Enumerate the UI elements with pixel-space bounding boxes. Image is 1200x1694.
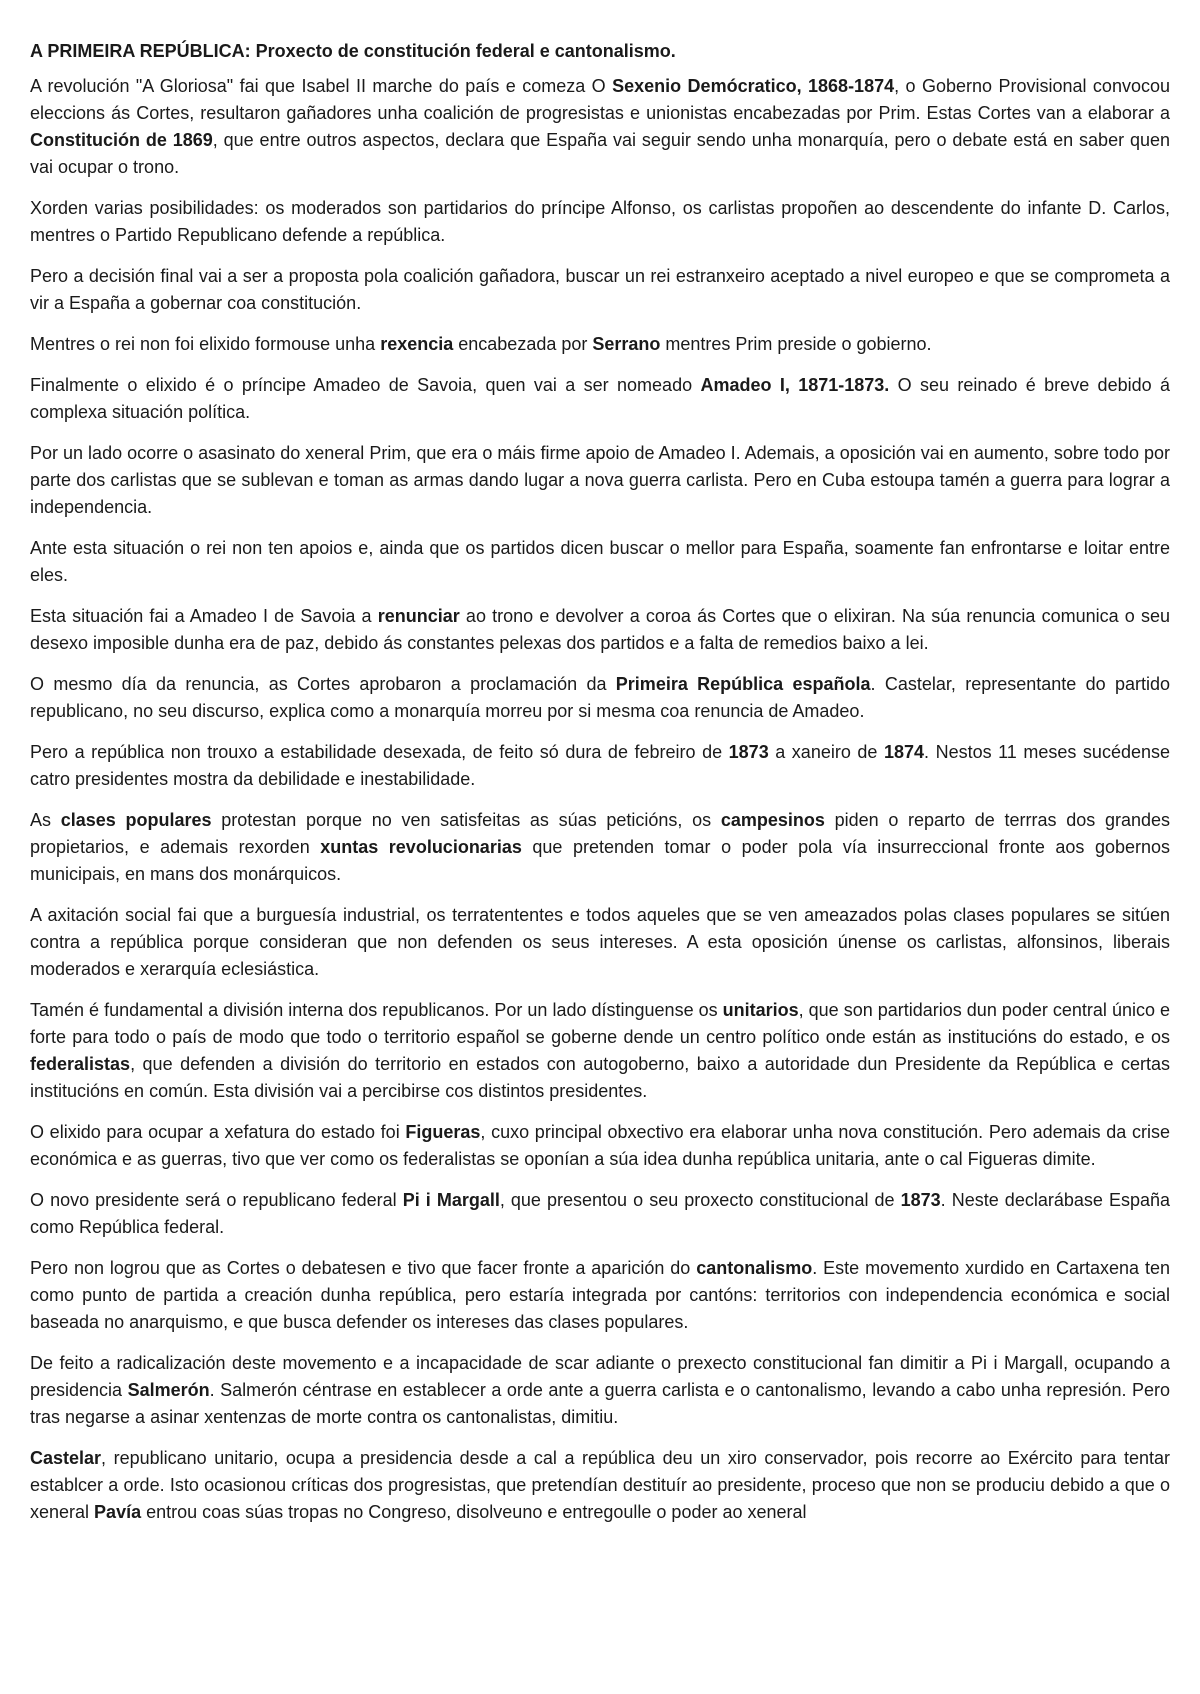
paragraph	[30, 1119, 1170, 1173]
text-run: protestan porque no ven satisfeitas as súas peticións, os	[211, 810, 721, 830]
text-run: . Neste declarábase España como República federal.	[30, 1190, 1170, 1237]
paragraph	[30, 440, 1170, 521]
text-run: entrou coas súas tropas no Congreso, disolveuno e entregoulle o poder ao xeneral	[141, 1502, 807, 1522]
text-run: . Castelar, representante do partido republicano, no seu discurso, explica como a monarquía morreu por si mesma coa renuncia de Amadeo.	[30, 674, 1170, 721]
text-run: A axitación social fai que a burguesía industrial, os terratententes e todos aqueles que se ven ameazados polas clases populares se sitúen contra a república porque consideran que non defenden os seus intereses. A esta oposición únense os carlistas, alfonsinos, liberais moderados e xerarquía eclesiástica.	[30, 905, 1170, 979]
text-run: ao trono e devolver a coroa ás Cortes que o elixiran. Na súa renuncia comunica o seu desexo imposible dunha era de paz, debido ás constantes pelexas dos partidos e a falta de remedios baixo a lei.	[30, 606, 1171, 653]
text-run: Mentres o rei non foi elixido formouse unha	[30, 334, 381, 354]
bold-text: Primeira República española	[615, 674, 871, 694]
document-page	[30, 38, 1170, 1540]
bold-text: Amadeo I, 1871-1873.	[700, 375, 890, 395]
bold-text: rexencia	[380, 334, 454, 354]
text-run: . Nestos 11 meses sucédense catro presidentes mostra da debilidade e inestabilidade.	[30, 742, 1170, 789]
paragraph	[30, 671, 1170, 725]
paragraph	[30, 1350, 1170, 1431]
bold-text: xuntas revolucionarias	[320, 837, 522, 857]
paragraph	[30, 603, 1170, 657]
bold-text: federalistas	[30, 1054, 131, 1074]
paragraph	[30, 902, 1170, 983]
bold-text: Castelar	[30, 1448, 102, 1468]
bold-text: renunciar	[377, 606, 460, 626]
text-run: , que son partidarios dun poder central único e forte para todo o país de modo que todo o territorio español se goberne dende un centro político onde están as institucións do estado, e os	[30, 1000, 1170, 1047]
text-run: , cuxo principal obxectivo era elaborar unha nova constitución. Pero ademais da crise económica e as guerras, tivo que ver como os federalistas se oponían a súa idea dunha república unitaria, ante o cal Figueras dimite.	[30, 1122, 1170, 1169]
paragraph	[30, 807, 1170, 888]
text-run: , que presentou o seu proxecto constitucional de	[499, 1190, 901, 1210]
paragraph	[30, 739, 1170, 793]
paragraph	[30, 1255, 1170, 1336]
text-run: , que entre outros aspectos, declara que España vai seguir sendo unha monarquía, pero o debate está en saber quen vai ocupar o trono.	[30, 130, 1170, 177]
paragraph	[30, 372, 1170, 426]
paragraph	[30, 263, 1170, 317]
paragraph	[30, 331, 1170, 358]
paragraph	[30, 1445, 1170, 1526]
text-run: . Este movemento xurdido en Cartaxena ten como punto de partida a creación dunha república, pero estaría integrada por cantóns: territorios con independencia económica e social baseada no anarquismo, e que busca defender os intereses das clases populares.	[30, 1258, 1170, 1332]
bold-text: Serrano	[592, 334, 661, 354]
text-run: , o Goberno Provisional convocou eleccions ás Cortes, resultaron gañadores unha coalición de progresistas e unionistas encabezadas por Prim. Estas Cortes van a elaborar a	[30, 76, 1170, 123]
text-run: Finalmente o elixido é o príncipe Amadeo de Savoia, quen vai a ser nomeado	[30, 375, 701, 395]
bold-text: 1874	[883, 742, 925, 762]
bold-text: clases populares	[60, 810, 212, 830]
bold-text: cantonalismo	[696, 1258, 813, 1278]
text-run: O mesmo día da renuncia, as Cortes aprobaron a proclamación da	[30, 674, 616, 694]
text-run: Por un lado ocorre o asasinato do xeneral Prim, que era o máis firme apoio de Amadeo I. Ademais, a oposición vai en aumento, sobre todo por parte dos carlistas que se sublevan e toman as armas dando lugar a nova guerra carlista. Pero en Cuba estoupa tamén a guerra para lograr a independencia.	[30, 443, 1170, 517]
paragraph	[30, 997, 1170, 1105]
text-run: Tamén é fundamental a división interna dos republicanos. Por un lado dístinguense os	[30, 1000, 723, 1020]
text-run: O seu reinado é breve debido á complexa situación política.	[30, 375, 1170, 422]
text-run: Ante esta situación o rei non ten apoios e, ainda que os partidos dicen buscar o mellor para España, soamente fan enfrontarse e loitar entre eles.	[30, 538, 1170, 585]
paragraph	[30, 195, 1170, 249]
text-run: Esta situación fai a Amadeo I de Savoia a	[30, 606, 378, 626]
bold-text: 1873	[900, 1190, 941, 1210]
text-run: Xorden varias posibilidades: os moderados son partidarios do príncipe Alfonso, os carlistas propoñen ao descendente do infante D. Carlos, mentres o Partido Republicano defende a república.	[30, 198, 1170, 245]
text-run: As	[30, 810, 61, 830]
paragraph	[30, 535, 1170, 589]
text-run: , que defenden a división do territorio en estados con autogoberno, baixo a autoridade dun Presidente da República e certas institucións en común. Esta división vai a percibirse cos distintos presidentes.	[30, 1054, 1170, 1101]
bold-text: Pavía	[94, 1502, 142, 1522]
bold-text: campesinos	[720, 810, 825, 830]
text-run: De feito a radicalización deste movemento e a incapacidade de scar adiante o prexecto constitucional fan dimitir a Pi i Margall, ocupando a presidencia	[30, 1353, 1170, 1400]
text-run: mentres Prim preside o gobierno.	[660, 334, 932, 354]
text-run: O novo presidente será o republicano federal	[30, 1190, 403, 1210]
text-run: a xaneiro de	[768, 742, 884, 762]
text-run: , republicano unitario, ocupa a presidencia desde a cal a república deu un xiro conservador, pois recorre ao Exército para tentar establcer a orde. Isto ocasionou críticas dos progresistas, que pretendían destituír ao presidente, proceso que non se produciu debido a que o xeneral	[30, 1448, 1170, 1522]
text-run: Pero non logrou que as Cortes o debatesen e tivo que facer fronte a aparición do	[30, 1258, 697, 1278]
text-run: piden o reparto de terrras dos grandes propietarios, e ademais rexorden	[30, 810, 1170, 857]
bold-text: Pi i Margall	[402, 1190, 500, 1210]
text-run: A revolución "A Gloriosa" fai que Isabel II marche do país e comeza O	[30, 76, 613, 96]
text-run: O elixido para ocupar a xefatura do estado foi	[30, 1122, 406, 1142]
text-run: Pero a decisión final vai a ser a proposta pola coalición gañadora, buscar un rei estranxeiro aceptado a nivel europeo e que se comprometa a vir a España a gobernar coa constitución.	[30, 266, 1170, 313]
bold-text: Figueras	[405, 1122, 481, 1142]
paragraph	[30, 1187, 1170, 1241]
text-run: que pretenden tomar o poder pola vía insurreccional fronte aos gobernos municipais, en mans dos monárquicos.	[30, 837, 1171, 884]
bold-text: Salmerón	[127, 1380, 210, 1400]
document-title: A PRIMEIRA REPÚBLICA: Proxecto de constitución federal e cantonalismo.	[30, 41, 676, 61]
bold-text: Sexenio Demócratico, 1868-1874	[612, 76, 895, 96]
text-run: encabezada por	[453, 334, 593, 354]
text-run: . Salmerón céntrase en establecer a orde ante a guerra carlista e o cantonalismo, levando a cabo unha represión. Pero tras negarse a asinar xentenzas de morte contra os cantonalistas, dimitiu.	[30, 1380, 1170, 1427]
bold-text: Constitución de 1869	[30, 130, 213, 150]
bold-text: 1873	[728, 742, 769, 762]
document-body	[30, 73, 1170, 1526]
paragraph	[30, 73, 1170, 181]
bold-text: unitarios	[722, 1000, 799, 1020]
text-run: Pero a república non trouxo a estabilidade desexada, de feito só dura de febreiro de	[30, 742, 729, 762]
